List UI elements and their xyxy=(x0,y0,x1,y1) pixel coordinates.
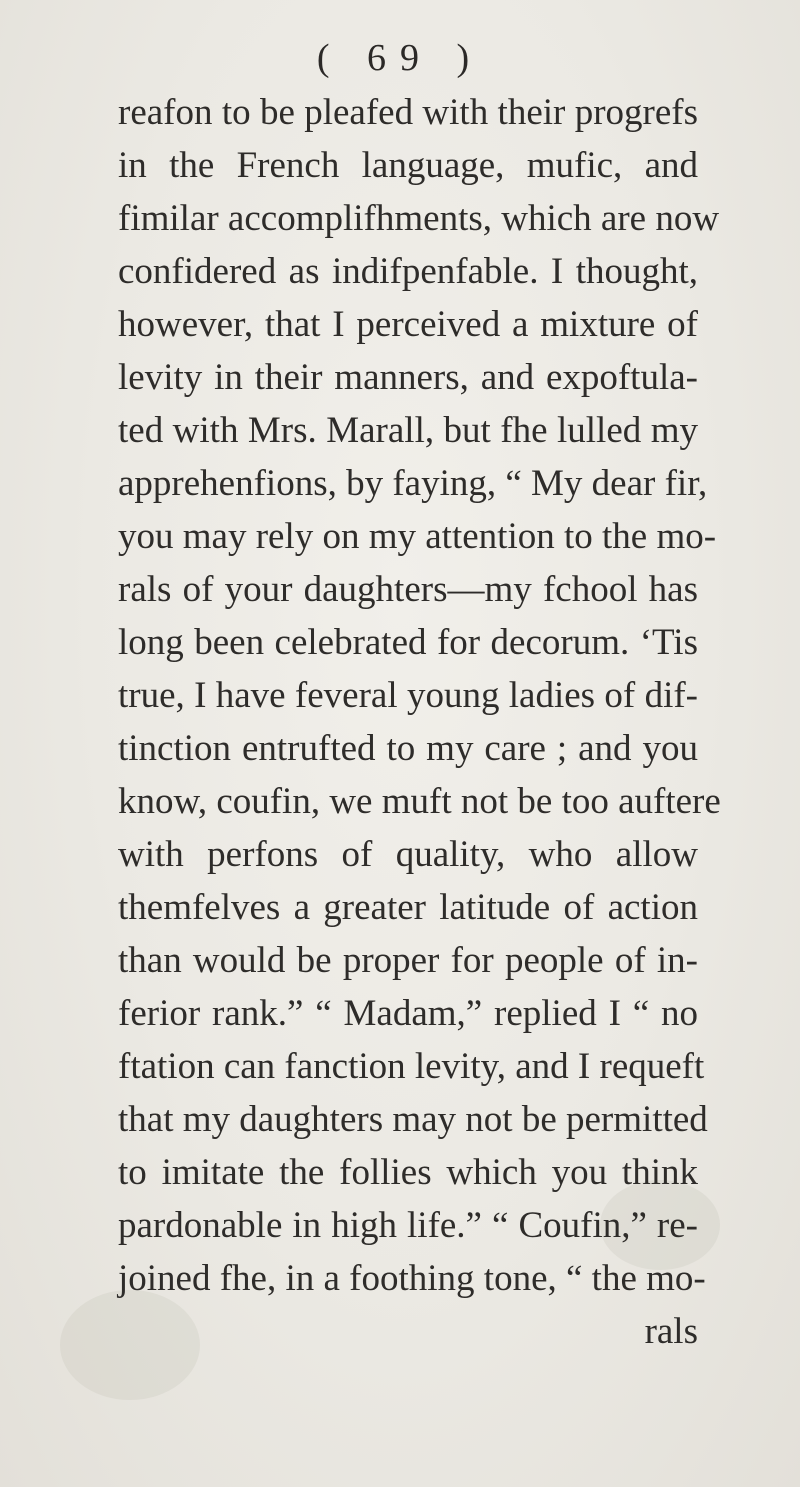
text-line: in the French language, mufic, and xyxy=(118,145,698,186)
text-line: however, that I perceived a mixture of xyxy=(118,304,698,345)
text-line: reafon to be pleafed with their progrefs xyxy=(118,92,698,133)
text-line: levity in their manners, and expoftula- xyxy=(118,357,698,398)
text-line: know, coufin, we muft not be too auftere xyxy=(118,781,721,822)
text-line: joined fhe, in a foothing tone, “ the mo- xyxy=(118,1258,706,1299)
text-line: tinction entrufted to my care ; and you xyxy=(118,728,698,769)
text-line: themfelves a greater latitude of action xyxy=(118,887,698,928)
body-text xyxy=(118,86,721,1358)
text-line: pardonable in high life.” “ Coufin,” re- xyxy=(118,1205,698,1246)
catchword: rals xyxy=(644,1311,698,1352)
text-line: to imitate the follies which you think xyxy=(118,1152,698,1193)
text-line: ferior rank.” “ Madam,” replied I “ no xyxy=(118,993,698,1034)
text-line: fimilar accomplifhments, which are now xyxy=(118,198,720,239)
text-line: rals of your daughters—my fchool has xyxy=(118,569,698,610)
text-line: confidered as indifpenfable. I thought, xyxy=(118,251,698,292)
text-line: long been celebrated for decorum. ‘Tis xyxy=(118,622,698,663)
page-number: ( 69 ) xyxy=(316,37,484,79)
text-line: ftation can fanction levity, and I requeft xyxy=(118,1046,705,1087)
text-line: that my daughters may not be permitted xyxy=(118,1099,708,1140)
text-line: apprehenfions, by faying, “ My dear fir, xyxy=(118,463,708,504)
text-line: with perfons of quality, who allow xyxy=(118,834,698,875)
text-line: you may rely on my attention to the mo- xyxy=(118,516,717,557)
text-line: true, I have feveral young ladies of dif- xyxy=(118,675,698,716)
text-line: than would be proper for people of in- xyxy=(118,940,698,981)
text-line: ted with Mrs. Marall, but fhe lulled my xyxy=(118,410,698,451)
